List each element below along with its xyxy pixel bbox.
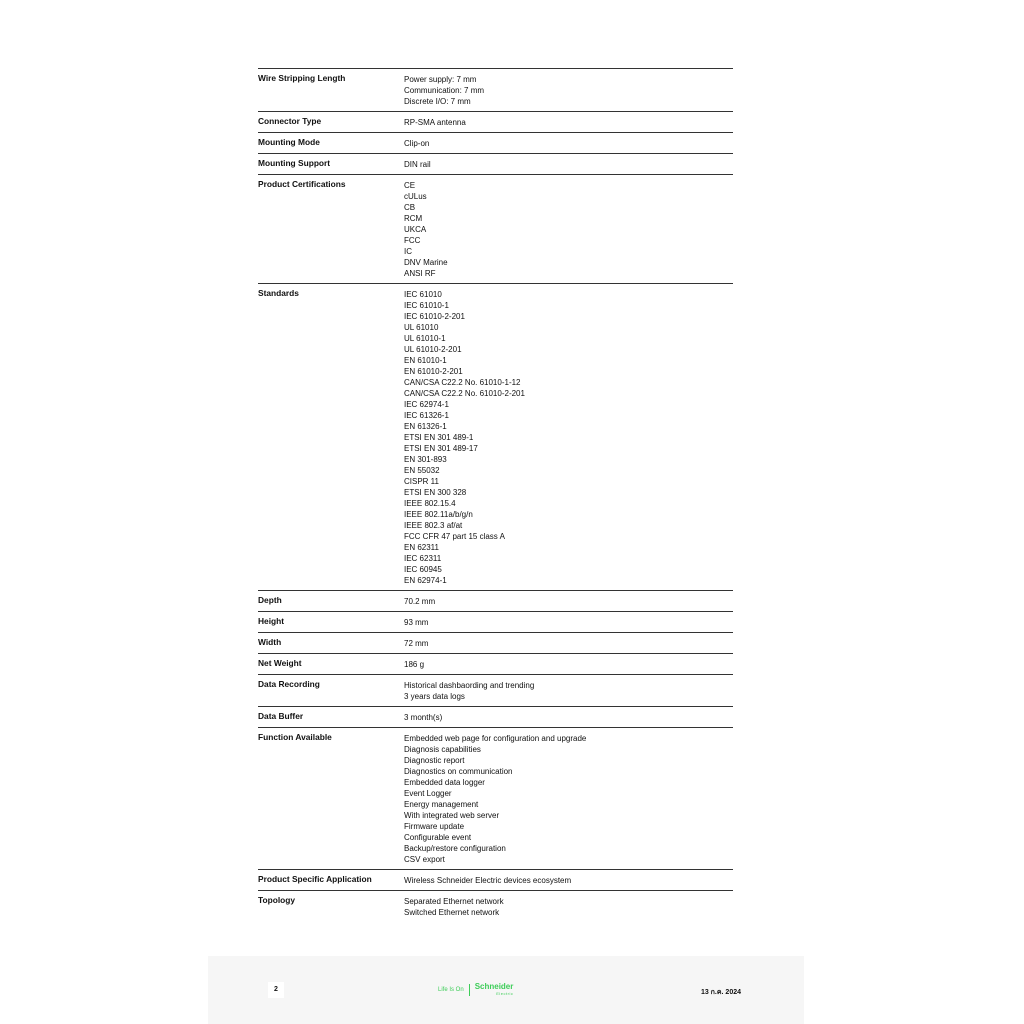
spec-row <box>258 174 733 283</box>
spec-value: 93 mm <box>404 618 429 627</box>
spec-label: Mounting Support <box>258 158 331 168</box>
spec-value: IEC 60945 <box>404 565 442 574</box>
spec-value: Clip-on <box>404 139 430 148</box>
spec-value: EN 55032 <box>404 466 440 475</box>
spec-label: Height <box>258 616 285 626</box>
spec-values <box>404 873 733 886</box>
spec-row <box>258 632 733 653</box>
spec-value: ETSI EN 301 489-1 <box>404 433 474 442</box>
spec-value: CAN/CSA C22.2 No. 61010-1-12 <box>404 378 521 387</box>
spec-value: DNV Marine <box>404 258 448 267</box>
spec-label: Mounting Mode <box>258 137 320 147</box>
spec-values <box>404 636 733 649</box>
spec-row <box>258 153 733 174</box>
spec-value: ETSI EN 301 489-17 <box>404 444 478 453</box>
spec-value: IEEE 802.3 af/at <box>404 521 463 530</box>
spec-value: 72 mm <box>404 639 429 648</box>
spec-label: Net Weight <box>258 658 302 668</box>
spec-values <box>404 157 733 170</box>
brand-name: Schneider <box>474 982 514 991</box>
spec-values <box>404 710 733 723</box>
spec-label: Product Specific Application <box>258 874 372 884</box>
spec-value: EN 61326-1 <box>404 422 447 431</box>
spec-value: EN 301-893 <box>404 455 447 464</box>
spec-label: Width <box>258 637 282 647</box>
spec-value: Diagnosis capabilities <box>404 745 481 754</box>
spec-value: 3 month(s) <box>404 713 443 722</box>
spec-value: Power supply: 7 mm <box>404 75 477 84</box>
spec-row <box>258 727 733 869</box>
spec-value: UL 61010 <box>404 323 439 332</box>
spec-value: Diagnostics on communication <box>404 767 513 776</box>
spec-value: ETSI EN 300 328 <box>404 488 467 497</box>
spec-value: CB <box>404 203 416 212</box>
spec-row <box>258 590 733 611</box>
page-footer <box>208 956 804 1024</box>
spec-value: With integrated web server <box>404 811 500 820</box>
spec-values <box>404 115 733 128</box>
spec-value: IEC 61326-1 <box>404 411 449 420</box>
spec-value: Wireless Schneider Electric devices ecosystem <box>404 876 572 885</box>
spec-value: Historical dashbaording and trending <box>404 681 535 690</box>
spec-value: Backup/restore configuration <box>404 844 506 853</box>
spec-label: Depth <box>258 595 282 605</box>
spec-values <box>404 731 733 865</box>
spec-value: ANSI RF <box>404 269 436 278</box>
spec-values <box>404 615 733 628</box>
spec-row <box>258 132 733 153</box>
spec-value: 186 g <box>404 660 425 669</box>
spec-table <box>258 68 733 922</box>
spec-row <box>258 611 733 632</box>
footer-date: 13 ก.ค. 2024 <box>700 989 741 996</box>
tagline: Life Is On <box>438 984 470 996</box>
brand-sub: Electric <box>496 991 514 996</box>
spec-value: EN 61010-1 <box>404 356 447 365</box>
spec-label: Function Available <box>258 732 332 742</box>
spec-row <box>258 283 733 590</box>
spec-row <box>258 869 733 890</box>
spec-values <box>404 678 733 702</box>
spec-value: IEC 62974-1 <box>404 400 449 409</box>
spec-value: Switched Ethernet network <box>404 908 500 917</box>
spec-value: CSV export <box>404 855 445 864</box>
spec-value: Diagnostic report <box>404 756 465 765</box>
spec-value: Embedded web page for configuration and upgrade <box>404 734 587 743</box>
spec-value: IEEE 802.15.4 <box>404 499 456 508</box>
spec-value: Energy management <box>404 800 479 809</box>
spec-value: RCM <box>404 214 423 223</box>
spec-values <box>404 894 733 918</box>
spec-value: Configurable event <box>404 833 472 842</box>
spec-values <box>404 594 733 607</box>
schneider-logo <box>470 983 514 997</box>
spec-value: DIN rail <box>404 160 431 169</box>
spec-value: UL 61010-2-201 <box>404 345 462 354</box>
spec-row <box>258 890 733 922</box>
spec-label: Connector Type <box>258 116 322 126</box>
spec-values <box>404 178 733 279</box>
spec-value: UKCA <box>404 225 427 234</box>
spec-label: Wire Stripping Length <box>258 73 346 83</box>
spec-row <box>258 111 733 132</box>
spec-value: EN 61010-2-201 <box>404 367 463 376</box>
spec-value: CISPR 11 <box>404 477 439 486</box>
spec-value: CAN/CSA C22.2 No. 61010-2-201 <box>404 389 525 398</box>
spec-label: Topology <box>258 895 296 905</box>
spec-value: FCC CFR 47 part 15 class A <box>404 532 505 541</box>
spec-value: 70.2 mm <box>404 597 436 606</box>
spec-value: IC <box>404 247 412 256</box>
spec-label: Data Buffer <box>258 711 304 721</box>
spec-value: EN 62974-1 <box>404 576 447 585</box>
spec-value: Communication: 7 mm <box>404 86 485 95</box>
spec-value: IEC 61010 <box>404 290 442 299</box>
spec-label: Standards <box>258 288 299 298</box>
spec-value: IEC 61010-1 <box>404 301 449 310</box>
spec-values <box>404 657 733 670</box>
spec-values <box>404 136 733 149</box>
spec-values <box>404 72 733 107</box>
spec-value: IEEE 802.11a/b/g/n <box>404 510 473 519</box>
spec-value: Separated Ethernet network <box>404 897 504 906</box>
spec-value: 3 years data logs <box>404 692 465 701</box>
spec-label: Data Recording <box>258 679 320 689</box>
spec-row <box>258 674 733 706</box>
spec-value: IEC 61010-2-201 <box>404 312 465 321</box>
spec-row <box>258 68 733 111</box>
spec-value: EN 62311 <box>404 543 439 552</box>
spec-value: UL 61010-1 <box>404 334 446 343</box>
spec-value: Embedded data logger <box>404 778 485 787</box>
spec-value: Firmware update <box>404 822 465 831</box>
spec-values <box>404 287 733 586</box>
spec-value: RP-SMA antenna <box>404 118 466 127</box>
brand-logo <box>438 983 513 997</box>
spec-value: Event Logger <box>404 789 452 798</box>
spec-value: cULus <box>404 192 427 201</box>
page-number: 2 <box>268 982 284 998</box>
spec-value: CE <box>404 181 416 190</box>
spec-row <box>258 706 733 727</box>
spec-row <box>258 653 733 674</box>
spec-value: Discrete I/O: 7 mm <box>404 97 471 106</box>
spec-value: IEC 62311 <box>404 554 442 563</box>
spec-value: FCC <box>404 236 421 245</box>
spec-label: Product Certifications <box>258 179 346 189</box>
